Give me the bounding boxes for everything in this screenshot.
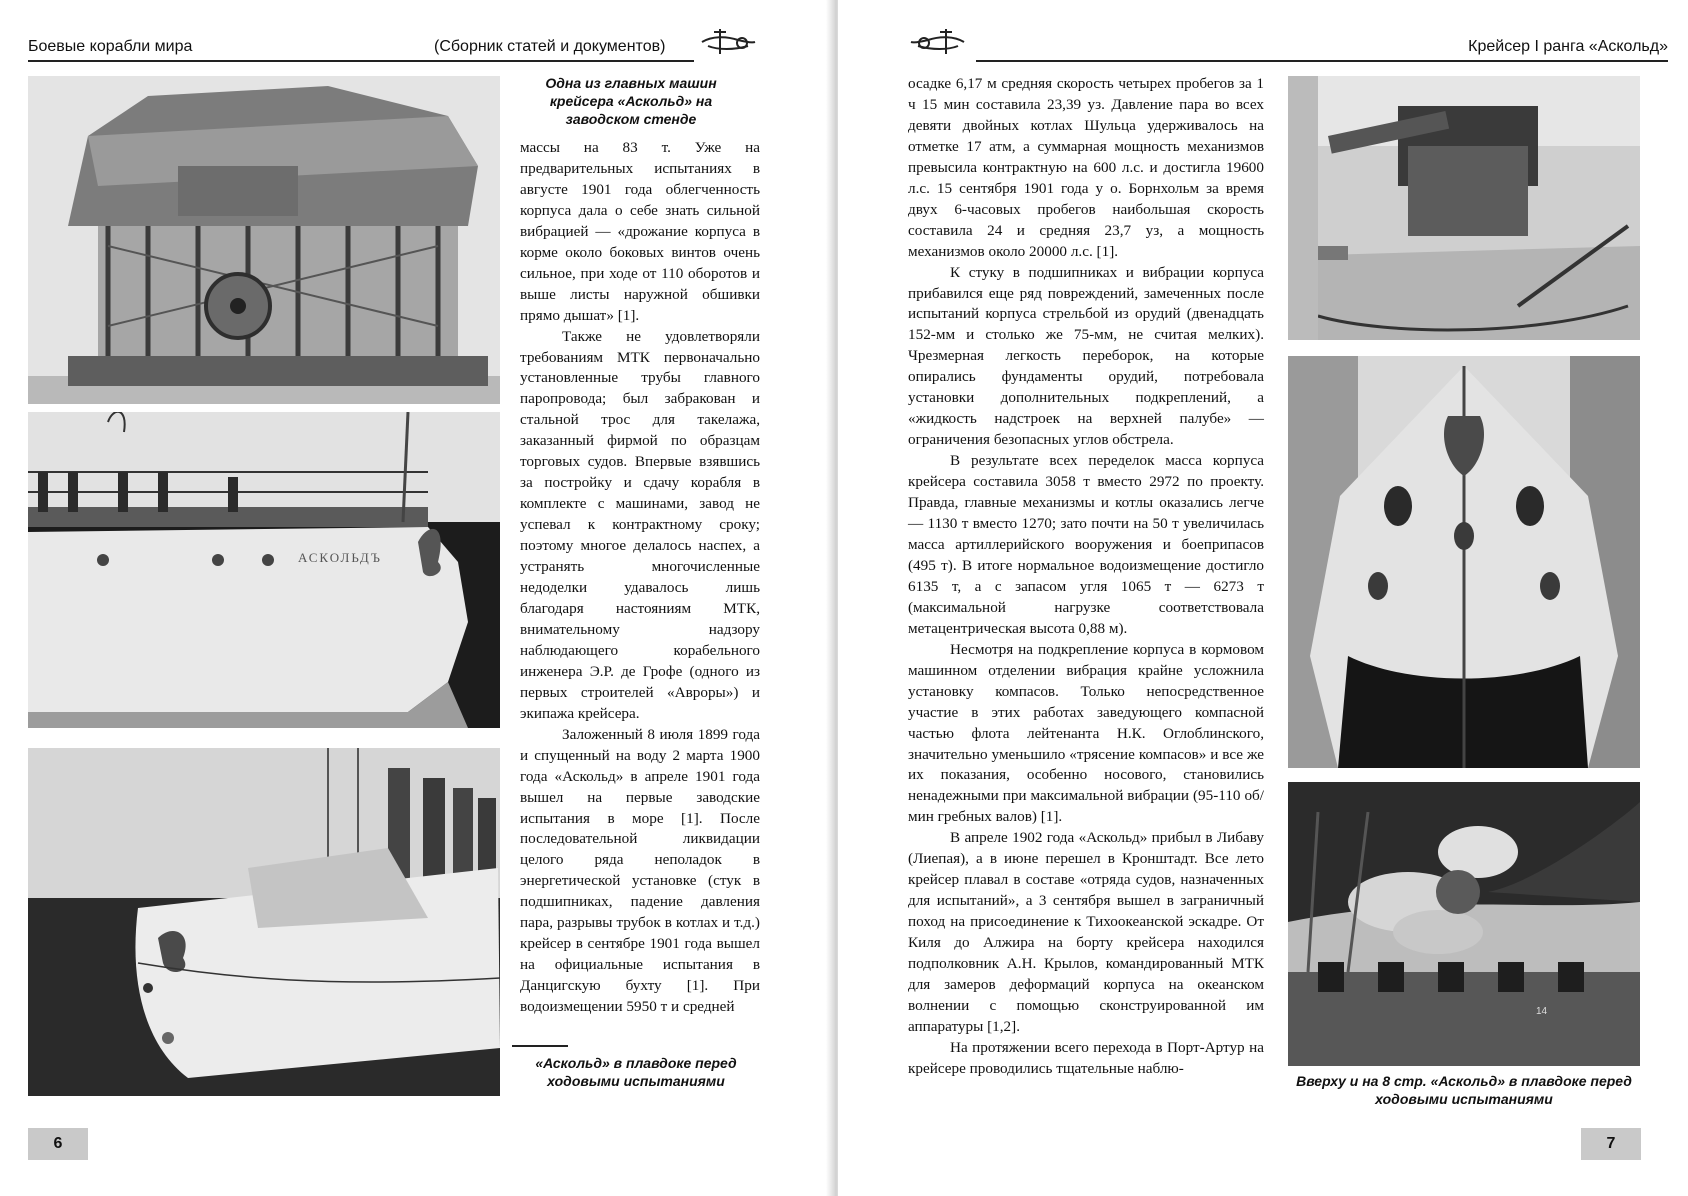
page-number-right: 7 [1581,1128,1641,1160]
bow-photo [1288,356,1640,768]
paragraph: На протяжении всего перехода в Порт-Артур на крейсере проводились тщательные наблю- [908,1038,1264,1077]
paragraph: Также не удовлетворяли требованиям МТК первоначально установленные трубы главного паропровода; был забракован и стальной трос для такелажа, заказанный фирмой по образцам торговых судов. Впервые взявшись за постройку и сдачу корабля в комплекте с машинами, завод не успевал к контрактному сроку; поэтому многое делалось наспех, а устранять многочисленные недоделки удавалось лишь благодаря настояниям МТК, внимательному надзору наблюдающего корабельного инженера Э.Р. де Грофе (одного из первых строителей «Авроры») и экипажа крейсера. [520,327,760,722]
paragraph: В апреле 1902 года «Аскольд» прибыл в Либаву (Лиепая), а в июне перешел в Кронштадт. Все лето крейсер плавал в составе «отряда судов, назначенных для испытаний», а 3 сентября вышел в заграничный поход на присоединение к Тихоокеанской эскадре. От Киля до Алжира на борту крейсера находился подполковник А.Н. Крылов, командированный МТК для замеров деформаций корпуса на океанском волнении с помощью сконструированной им аппаратуры [1,2]. [908,829,1264,1035]
caption-rule [512,1045,568,1047]
running-head-collection: (Сборник статей и документов) [434,38,666,55]
paragraph: В результате всех переделок масса корпуса крейсера составила 3058 т вместо 2972 по проекту. Правда, главные механизмы и котлы оказались легче — 1130 т вместо 1270; зато почти на 50 т увеличилась масса артиллерийского вооружения и боеприпасов (495 т). В итоге нормальное водоизмещение достигло 6135 т, а с запасом угля 1065 т — 6273 т (максимальной нагрузке соответствовала метацентрическая высота 0,88 м). [908,452,1264,637]
paragraph: Несмотря на подкрепление корпуса в кормовом машинном отделении вибрация крайне усложнила установку компасов. Только непосредственное участие в этих работах заведующего компасной частью флота лейтенанта Н.К. Оглоблинского, значительно уменьшило «трясение компасов» и все же их показания, особенно носового, становились ненадежными при максимальной вибрации (95-110 об/мин гребных валов) [1]. [908,640,1264,826]
running-head-right: Крейсер I ранга «Аскольд» [1468,38,1668,55]
header-rule [976,60,1668,62]
anchor-logo-icon [908,26,968,58]
photo-caption-engine: Одна из главных машин крейсера «Аскольд» на заводском стенде [545,75,717,127]
stern-photo [28,412,500,728]
anchor-logo-icon [698,26,758,58]
paragraph: К стуку в подшипниках и вибрации корпуса прибавился еще ряд повреждений, замеченных после испытаний корпуса стрельбой из орудий (двенадцать 152-мм и столько же 75-мм, не считая мелких). Чрезмерная легкость переборок, на которые опирались фундаменты орудий, потребовала установки дополнительных подкреплений, а «жидкость надстроек на верхней палубе» — ограничения безопасных углов обстрела. [908,263,1264,449]
cruiser-dock-photo [28,748,500,1096]
paragraph: Заложенный 8 июля 1899 года и спущенный на воду 2 марта 1900 года «Аскольд» в апреле 1901 года вышел на первые заводские испытания в море [1]. После последовательной ликвидации целого ряда неполадок в энергетической установке (стук в подшипниках, падение давления пара, разрывы трубок в котлах и т.д.) крейсер в сентябре 1901 года вышел на официальные испытания в Данцигскую бухту [1]. При водоизмещении 5950 т и средней [520,725,760,1016]
photo-caption-dock: «Аскольд» в плавдоке перед ходовыми испытаниями [535,1055,737,1089]
propeller-photo [1288,782,1640,1066]
right-page [838,0,1688,1196]
left-page [0,0,834,1196]
paragraph: массы на 83 т. Уже на предварительных испытаниях в августе 1901 года облегченность корпуса дала о себе знать сильной вибрацией — «дрожание корпуса в корме около боковых винтов очень сильное, при ходе от 110 оборотов и выше листы наружной обшивки прямо дышат» [1]. [520,139,760,324]
photo-caption-right: Вверху и на 8 стр. «Аскольд» в плавдоке перед ходовыми испытаниями [1296,1073,1632,1107]
page-number-left: 6 [28,1128,88,1160]
casemate-gun-photo [1288,76,1640,340]
paragraph: осадке 6,17 м средняя скорость четырех пробегов за 1 ч 15 мин составила 23,39 уз. Давление пара во всех девяти двойных котлах Шульца удерживалось на отметке 17 атм, а суммарная мощность механизмов превысила контрактную на 600 л.с. и достигла 19600 л.с. 15 сентября 1901 года у о. Борнхольм за время двух 6-часовых пробегов наибольшая скорость составила 24 и средняя 23,7 уз, а мощность механизмов около 20000 л.с. [1]. [908,75,1264,260]
header-rule [28,60,694,62]
left-text-column [520,138,760,1018]
running-head-left: Боевые корабли мира [28,38,193,55]
dock-number-text: 14 [1536,1006,1548,1017]
engine-photo [28,76,500,404]
right-text-column [908,74,1264,1080]
hull-name-text: АСКОЛЬДЪ [298,550,382,565]
